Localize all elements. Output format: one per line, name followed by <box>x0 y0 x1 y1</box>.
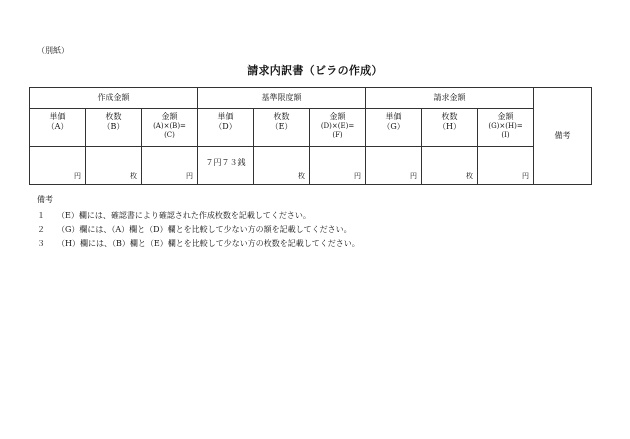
remark-number: １ <box>37 211 45 220</box>
subheader-f-mark: (F) <box>332 130 343 139</box>
subheader-f-formula: (D)×(E)= <box>320 122 355 130</box>
unit-yen: 円 <box>522 172 530 181</box>
remark-text: （H）欄には、（B）欄と（E）欄とを比較して少ない方の枚数を記載してください。 <box>57 239 360 248</box>
unit-yen: 円 <box>74 172 81 181</box>
subheader-g <box>366 109 422 147</box>
claim-breakdown-table <box>29 87 592 185</box>
subheader-i-mark: (I) <box>501 130 510 139</box>
unit-yen: 円 <box>186 172 193 181</box>
page-label: （別紙） <box>37 46 69 55</box>
cell-g-unit-price[interactable] <box>366 147 422 185</box>
cell-c-amount[interactable] <box>142 147 198 185</box>
subheader-c-mark: (C) <box>164 130 175 139</box>
subheader-c-formula: (A)×(B)= <box>153 122 186 130</box>
subheader-e-mark: （E） <box>270 122 293 131</box>
remarks-column-header: 備考 <box>554 131 571 140</box>
remarks-column <box>534 88 592 185</box>
remark-item <box>37 224 352 235</box>
subheader-a-label: 単価 <box>49 112 66 121</box>
subheader-e-label: 枚数 <box>273 112 290 121</box>
cell-a-unit-price[interactable] <box>30 147 86 185</box>
subheader-c-label: 金額 <box>161 112 178 121</box>
unit-sheets: 枚 <box>298 172 305 181</box>
subheader-h <box>422 109 478 147</box>
group-header-standard-limit: 基準限度額 <box>198 88 366 109</box>
cell-b-count[interactable] <box>86 147 142 185</box>
subheader-f-label: 金額 <box>329 112 346 121</box>
remark-number: ３ <box>37 239 45 248</box>
unit-yen: 円 <box>410 172 418 181</box>
remark-number: ２ <box>37 225 45 234</box>
subheader-i-label: 金額 <box>497 112 514 121</box>
subheader-b <box>86 109 142 147</box>
cell-i-amount[interactable] <box>478 147 534 185</box>
cell-d-unit-price <box>198 147 254 185</box>
subheader-i-formula: (G)×(H)= <box>488 122 523 130</box>
subheader-d <box>198 109 254 147</box>
remark-item <box>37 210 311 221</box>
subheader-i <box>478 109 534 147</box>
subheader-b-label: 枚数 <box>105 112 122 121</box>
remark-text: （E）欄には、確認書により確認された作成枚数を記載してください。 <box>57 211 311 220</box>
group-header-claim-amount: 請求金額 <box>366 88 534 109</box>
subheader-d-mark: （D） <box>214 122 237 131</box>
remark-text: （G）欄には、（A）欄と（D）欄とを比較して少ない方の額を記載してください。 <box>57 225 352 234</box>
subheader-h-mark: （H） <box>438 122 462 131</box>
remarks-title: 備考 <box>37 195 53 204</box>
cell-f-amount[interactable] <box>310 147 366 185</box>
subheader-e <box>254 109 310 147</box>
subheader-b-mark: （B） <box>102 122 125 131</box>
unit-sheets: 枚 <box>466 172 474 181</box>
subheader-g-mark: （G） <box>382 122 405 131</box>
cell-h-count[interactable] <box>422 147 478 185</box>
subheader-a-mark: （A） <box>46 122 69 131</box>
subheader-f <box>310 109 366 147</box>
group-header-creation-amount: 作成金額 <box>30 88 198 109</box>
remark-item <box>37 238 360 249</box>
subheader-a <box>30 109 86 147</box>
subheader-d-label: 単価 <box>217 112 234 121</box>
unit-yen: 円 <box>354 172 362 181</box>
standard-unit-price-value: ７円７３銭 <box>205 158 246 167</box>
subheader-h-label: 枚数 <box>441 112 458 121</box>
cell-e-count[interactable] <box>254 147 310 185</box>
subheader-g-label: 単価 <box>385 112 402 121</box>
unit-sheets: 枚 <box>130 172 137 181</box>
document-title: 請求内訳書（ビラの作成） <box>247 64 383 77</box>
subheader-c <box>142 109 198 147</box>
